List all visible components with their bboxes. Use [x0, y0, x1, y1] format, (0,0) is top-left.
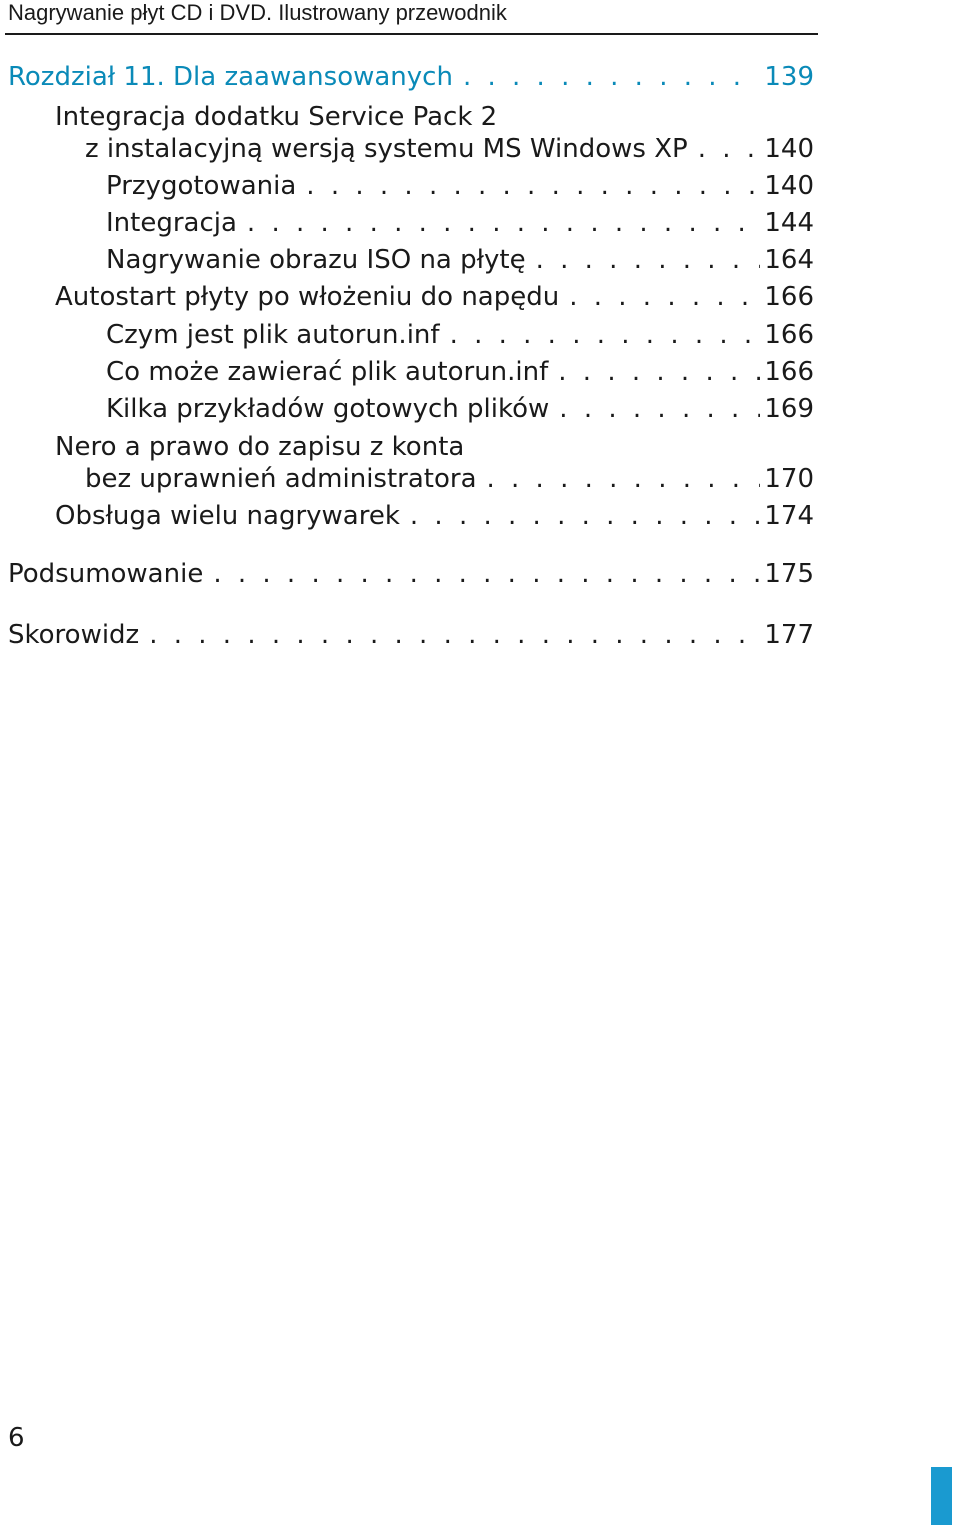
- toc-leader: [149, 620, 760, 650]
- toc-sub-nagrywanie[interactable]: [106, 245, 814, 275]
- toc-entry-integration-line1[interactable]: Integracja dodatku Service Pack 2: [55, 102, 498, 132]
- toc-leader: [213, 559, 760, 589]
- toc-title: bez uprawnień administratora: [85, 464, 477, 494]
- toc-title: Rozdział 11. Dla zaawansowanych: [8, 62, 453, 92]
- header-rule: [5, 33, 818, 35]
- toc-title: Co może zawierać plik autorun.inf: [106, 357, 549, 387]
- toc-page: 170: [764, 464, 814, 494]
- toc-page: 166: [764, 320, 814, 350]
- toc-title: Nagrywanie obrazu ISO na płytę: [106, 245, 526, 275]
- toc-podsumowanie[interactable]: [8, 559, 814, 589]
- page-number: 6: [8, 1423, 25, 1453]
- toc-entry-obsluga[interactable]: [55, 501, 814, 531]
- toc-leader: [487, 464, 761, 494]
- toc-leader: [450, 320, 761, 350]
- toc-page: 166: [764, 357, 814, 387]
- toc-title: z instalacyjną wersją systemu MS Windows XP: [85, 134, 688, 164]
- toc-title: Podsumowanie: [8, 559, 204, 589]
- toc-page: 144: [764, 208, 814, 238]
- toc-entry-integration[interactable]: [85, 134, 814, 164]
- toc-leader: [536, 245, 761, 275]
- toc-page: 174: [764, 501, 814, 531]
- toc-leader: [247, 208, 760, 238]
- toc-title: Integracja: [106, 208, 237, 238]
- toc-leader: [559, 394, 760, 424]
- running-header: Nagrywanie płyt CD i DVD. Ilustrowany przewodnik: [8, 0, 507, 25]
- toc-page: 164: [764, 245, 814, 275]
- toc-sub-kilka[interactable]: [106, 394, 814, 424]
- toc-leader: [558, 357, 760, 387]
- toc-page: 140: [764, 171, 814, 201]
- toc-title: Kilka przykładów gotowych plików: [106, 394, 550, 424]
- toc-page: 139: [764, 62, 814, 92]
- toc-sub-integracja[interactable]: [106, 208, 814, 238]
- thumb-tab-marker: [931, 1467, 952, 1525]
- toc-page: 177: [764, 620, 814, 650]
- toc-chapter-11[interactable]: [8, 62, 814, 92]
- toc-sub-co[interactable]: [106, 357, 814, 387]
- toc-page: 169: [764, 394, 814, 424]
- toc-leader: [410, 501, 760, 531]
- toc-title: Obsługa wielu nagrywarek: [55, 501, 400, 531]
- toc-title: Czym jest plik autorun.inf: [106, 320, 440, 350]
- toc-sub-przygotowania[interactable]: [106, 171, 814, 201]
- toc-title: Autostart płyty po włożeniu do napędu: [55, 282, 560, 312]
- toc-leader: [306, 171, 760, 201]
- toc-page: 166: [764, 282, 814, 312]
- toc-entry-nero-line1[interactable]: Nero a prawo do zapisu z konta: [55, 432, 465, 462]
- toc-page: 140: [764, 134, 814, 164]
- toc-skorowidz[interactable]: [8, 620, 814, 650]
- toc-title: Skorowidz: [8, 620, 140, 650]
- toc-leader: [463, 62, 760, 92]
- toc-title: Przygotowania: [106, 171, 297, 201]
- toc-entry-nero[interactable]: [85, 464, 814, 494]
- toc-leader: [698, 134, 761, 164]
- toc-sub-czym[interactable]: [106, 320, 814, 350]
- toc-entry-autostart[interactable]: [55, 282, 814, 312]
- toc-leader: [569, 282, 760, 312]
- toc-page: 175: [764, 559, 814, 589]
